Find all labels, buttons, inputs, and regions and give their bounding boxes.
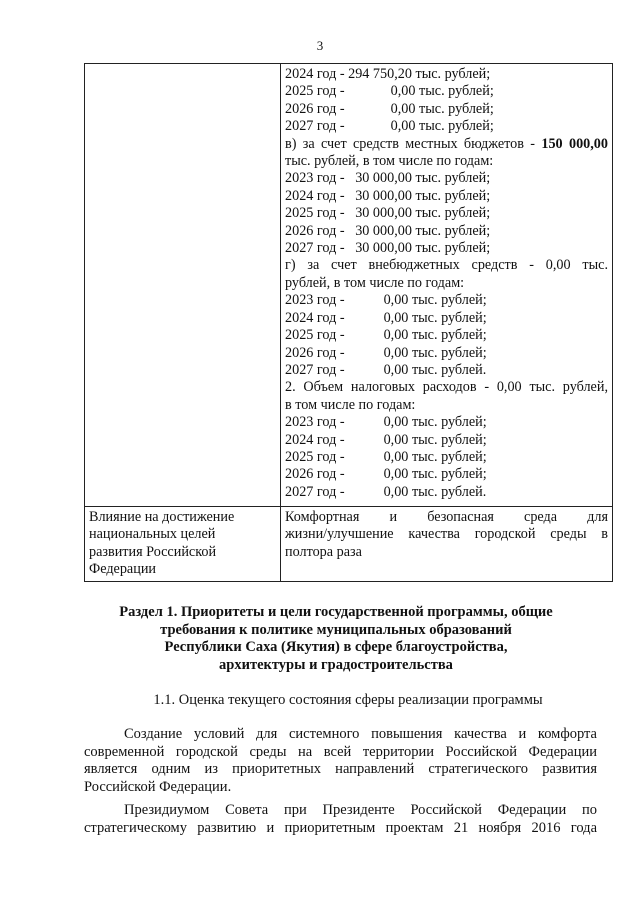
budget-line: 2027 год - 0,00 тыс. рублей. [285, 361, 487, 378]
tax-expenses-intro-cont: в том числе по годам: [285, 396, 416, 413]
budget-line: 2025 год - 0,00 тыс. рублей; [285, 327, 487, 344]
budget-line: 2026 год - 30 000,00 тыс. рублей; [285, 222, 491, 239]
program-passport-table [84, 63, 613, 582]
budget-line: 2024 год - 294 750,20 тыс. рублей; [285, 66, 491, 82]
budget-line: 2026 год - 0,00 тыс. рублей; [285, 100, 494, 117]
influence-value-line: жизни/улучшение качества городской среды в [285, 526, 608, 543]
budget-line: 2027 год - 0,00 тыс. рублей; [285, 118, 494, 135]
budget-line: 2024 год - 0,00 тыс. рублей; [285, 309, 487, 326]
page-number: 3 [316, 38, 324, 53]
section-title-line: требования к политике муниципальных образований [160, 621, 512, 638]
influence-value-line: Комфортная и безопасная среда для [285, 509, 608, 525]
influence-row [85, 507, 613, 582]
local-budget-total: 150 000,00 [541, 135, 608, 152]
budget-line: 2026 год - 0,00 тыс. рублей; [285, 466, 487, 483]
influence-label-line: Федерации [89, 561, 157, 578]
section-title-line: Раздел 1. Приоритеты и цели государственной программы, общие [119, 604, 553, 620]
local-budget-intro-text: в) за счет средств местных бюджетов - [285, 135, 542, 152]
budget-line: 2025 год - 30 000,00 тыс. рублей; [285, 205, 491, 222]
budget-row [85, 64, 613, 507]
influence-label-line: развития Российской [89, 543, 217, 560]
influence-value-cell [281, 507, 613, 582]
paragraph: Создание условий для системного повышения качества и комфорта современной городской среды на всей территории Российской Федерации является одним из приоритетных направлений стратегического развития Российской Федерации. [84, 726, 597, 795]
local-budget-intro-cont: тыс. рублей, в том числе по годам: [285, 153, 494, 170]
budget-line: 2024 год - 0,00 тыс. рублей; [285, 431, 487, 448]
influence-label-line: национальных целей [89, 526, 216, 543]
budget-line: 2025 год - 0,00 тыс. рублей; [285, 448, 487, 465]
tax-expenses-intro: 2. Объем налоговых расходов - 0,00 тыс. рублей, [285, 379, 608, 396]
paragraph: Президиумом Совета при Президенте Российской Федерации по стратегическому развитию и приоритетным проектам 21 ноября 2016 года [84, 802, 597, 836]
section-title [96, 604, 576, 674]
extra-budget-intro-cont: рублей, в том числе по годам: [285, 274, 465, 291]
budget-line: 2023 год - 0,00 тыс. рублей; [285, 414, 487, 431]
budget-line: 2023 год - 0,00 тыс. рублей; [285, 292, 487, 309]
section-title-line: архитектуры и градостроительства [219, 656, 453, 673]
subsection-title: 1.1. Оценка текущего состояния сферы реализации программы [153, 692, 543, 708]
section-title-line: Республики Саха (Якутия) в сфере благоустройства, [164, 639, 508, 656]
budget-line: 2026 год - 0,00 тыс. рублей; [285, 344, 487, 361]
influence-value-line: полтора раза [285, 543, 362, 560]
budget-line: 2027 год - 0,00 тыс. рублей. [285, 483, 487, 500]
local-budget-intro [285, 136, 608, 153]
budget-line: 2027 год - 30 000,00 тыс. рублей; [285, 240, 491, 257]
extra-budget-intro: г) за счет внебюджетных средств - 0,00 тыс. [285, 257, 608, 274]
budget-line: 2024 год - 30 000,00 тыс. рублей; [285, 187, 491, 204]
budget-line: 2025 год - 0,00 тыс. рублей; [285, 83, 494, 100]
body-text [84, 726, 597, 844]
budget-line: 2023 год - 30 000,00 тыс. рублей; [285, 170, 491, 187]
budget-value-cell [281, 64, 613, 507]
influence-label-cell [85, 507, 281, 582]
influence-label-line: Влияние на достижение [89, 509, 235, 525]
budget-label-cell [85, 64, 281, 507]
